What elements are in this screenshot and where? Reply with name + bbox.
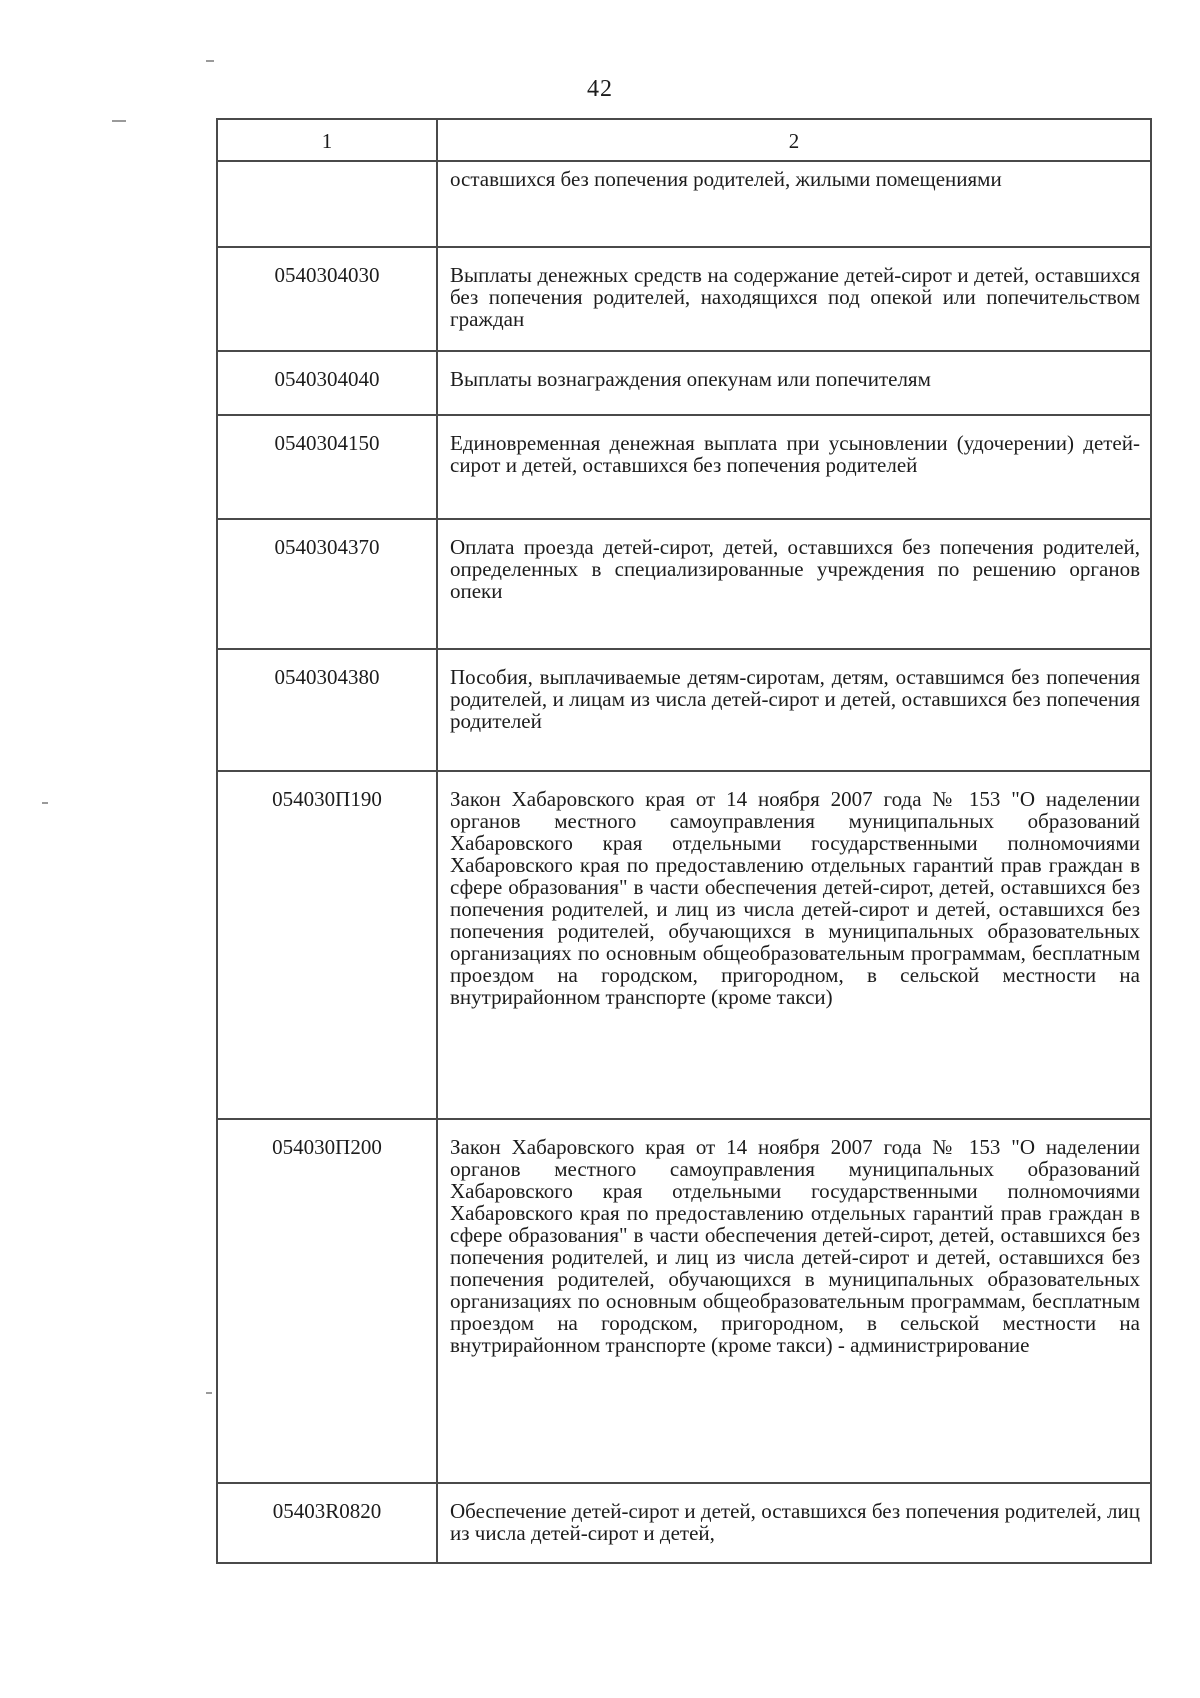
table-header-row	[217, 119, 1151, 161]
row-code: 0540304380	[217, 649, 437, 771]
margin-mark	[112, 120, 126, 122]
row-code: 054030П190	[217, 771, 437, 1119]
table-row	[217, 1483, 1151, 1563]
table-row	[217, 1119, 1151, 1483]
row-code: 054030П200	[217, 1119, 437, 1483]
row-code: 0540304150	[217, 415, 437, 519]
table-row	[217, 649, 1151, 771]
margin-mark	[206, 60, 214, 62]
row-description: Единовременная денежная выплата при усыновлении (удочерении) детей-сирот и детей, оставшихся без попечения родителей	[437, 415, 1151, 519]
table-row	[217, 351, 1151, 415]
table-row	[217, 247, 1151, 351]
row-description: Оплата проезда детей-сирот, детей, оставшихся без попечения родителей, определенных в специализированные учреждения по решению органов опеки	[437, 519, 1151, 649]
row-code: 0540304040	[217, 351, 437, 415]
row-code	[217, 161, 437, 247]
row-description: оставшихся без попечения родителей, жилыми помещениями	[437, 161, 1151, 247]
row-description: Выплаты вознаграждения опекунам или попечителям	[437, 351, 1151, 415]
row-description: Закон Хабаровского края от 14 ноября 2007 года № 153 "О наделении органов местного самоуправления муниципальных образований Хабаровского края отдельными государственными полномочиями Хабаровского края по предоставлению отдельных гарантий прав граждан в сфере образования" в части обеспечения детей-сирот, детей, оставшихся без попечения родителей, и лиц из числа детей-сирот и детей, оставшихся без попечения родителей, обучающихся в муниципальных образовательных организациях по основным общеобразовательным программам, бесплатным проездом на городском, пригородном, в сельской местности на внутрирайонном транспорте (кроме такси)	[437, 771, 1151, 1119]
table-row	[217, 415, 1151, 519]
column-header-code: 1	[217, 119, 437, 161]
table-row	[217, 771, 1151, 1119]
row-code: 0540304370	[217, 519, 437, 649]
row-description: Выплаты денежных средств на содержание детей-сирот и детей, оставшихся без попечения родителей, находящихся под опекой или попечительством граждан	[437, 247, 1151, 351]
column-header-description: 2	[437, 119, 1151, 161]
budget-code-table	[216, 118, 1152, 1564]
row-code: 05403R0820	[217, 1483, 437, 1563]
row-description: Закон Хабаровского края от 14 ноября 2007 года № 153 "О наделении органов местного самоуправления муниципальных образований Хабаровского края отдельными государственными полномочиями Хабаровского края по предоставлению отдельных гарантий прав граждан в сфере образования" в части обеспечения детей-сирот, детей, оставшихся без попечения родителей, и лиц из числа детей-сирот и детей, оставшихся без попечения родителей, обучающихся в муниципальных образовательных организациях по основным общеобразовательным программам, бесплатным проездом на городском, пригородном, в сельской местности на внутрирайонном транспорте (кроме такси) - администрирование	[437, 1119, 1151, 1483]
margin-mark	[42, 802, 48, 804]
table-row	[217, 161, 1151, 247]
margin-mark	[206, 1392, 212, 1394]
table-row	[217, 519, 1151, 649]
row-description: Обеспечение детей-сирот и детей, оставшихся без попечения родителей, лиц из числа детей-сирот и детей,	[437, 1483, 1151, 1563]
row-code: 0540304030	[217, 247, 437, 351]
page-number: 42	[587, 76, 613, 102]
row-description: Пособия, выплачиваемые детям-сиротам, детям, оставшимся без попечения родителей, и лицам из числа детей-сирот и детей, оставшихся без попечения родителей	[437, 649, 1151, 771]
